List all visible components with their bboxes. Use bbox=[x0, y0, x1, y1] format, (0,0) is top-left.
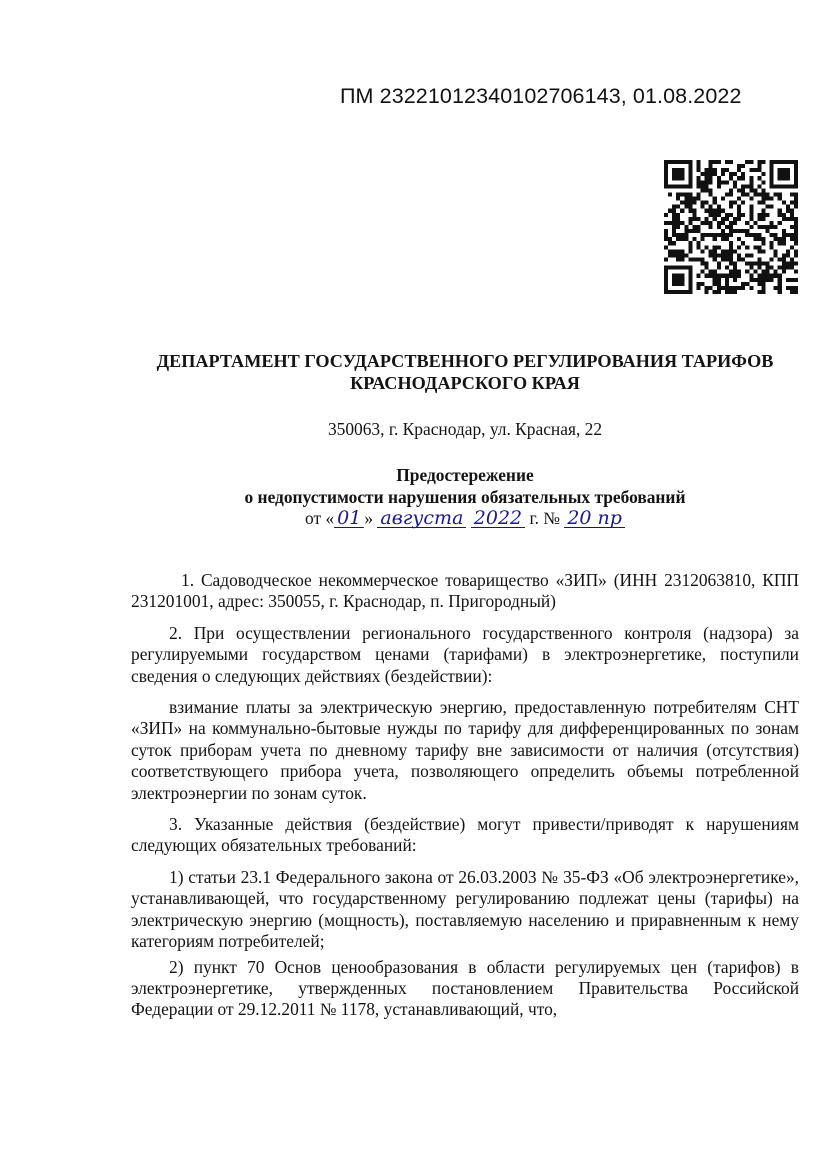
document-body bbox=[131, 570, 799, 1021]
handwritten-number: 20 пр bbox=[564, 509, 625, 528]
document-title-line2: о недопустимости нарушения обязательных требований bbox=[244, 487, 686, 507]
organization-name-line2: КРАСНОДАРСКОГО КРАЯ bbox=[350, 373, 580, 393]
paragraph-1: 1. Садоводческое некоммерческое товарищество «ЗИП» (ИНН 2312063810, КПП 231201001, адрес: 350055, г. Краснодар, п. Пригородный) bbox=[131, 570, 799, 612]
document-date-line bbox=[120, 508, 810, 529]
document-registration-number: ПМ 23221012340102706143, 01.08.2022 bbox=[340, 84, 742, 108]
paragraph-5: 1) статьи 23.1 Федерального закона от 26.03.2003 № 35-ФЗ «Об электроэнергетике», устанавливающей, что государственному регулированию подлежат цены (тарифы) на электрическую энергию (мощность), поставляемую населению и приравненным к нему категориям потребителей; bbox=[131, 866, 799, 952]
organization-name-line1: ДЕПАРТАМЕНТ ГОСУДАРСТВЕННОГО РЕГУЛИРОВАНИЯ ТАРИФОВ bbox=[156, 351, 774, 371]
document-title-line1: Предостережение bbox=[396, 465, 534, 485]
organization-address: 350063, г. Краснодар, ул. Красная, 22 bbox=[327, 419, 603, 439]
qr-code-icon bbox=[664, 160, 798, 294]
date-prefix: от « bbox=[305, 508, 335, 528]
date-mid: » bbox=[364, 508, 374, 528]
handwritten-day: 01 bbox=[334, 509, 364, 528]
handwritten-year: 2022 bbox=[471, 509, 525, 528]
organization-name bbox=[120, 350, 810, 394]
paragraph-3: взимание платы за электрическую энергию, предоставленную потребителям СНТ «ЗИП» на коммунально-бытовые нужды по тарифу для дифференцированных по зонам суток приборам учета по дневному тарифу вне зависимости от наличия (отсутствия) соответствующего прибора учета, позволяющего определить объемы потребленной электроэнергии по зонам суток. bbox=[131, 697, 799, 803]
document-title bbox=[120, 464, 810, 508]
paragraph-2: 2. При осуществлении регионального государственного контроля (надзора) за регулируемыми государством ценами (тарифами) в электроэнергетике, поступили сведения о следующих действиях (бездействии): bbox=[131, 622, 799, 686]
number-prefix: г. № bbox=[529, 508, 560, 528]
paragraph-6: 2) пункт 70 Основ ценообразования в области регулируемых цен (тарифов) в электроэнергетике, утвержденных постановлением Правительства Российской Федерации от 29.12.2011 № 1178, устанавливающий, что, bbox=[131, 956, 799, 1020]
paragraph-4: 3. Указанные действия (бездействие) могут привести/приводят к нарушениям следующих обязательных требований: bbox=[131, 814, 799, 856]
handwritten-month: августа bbox=[377, 509, 466, 528]
